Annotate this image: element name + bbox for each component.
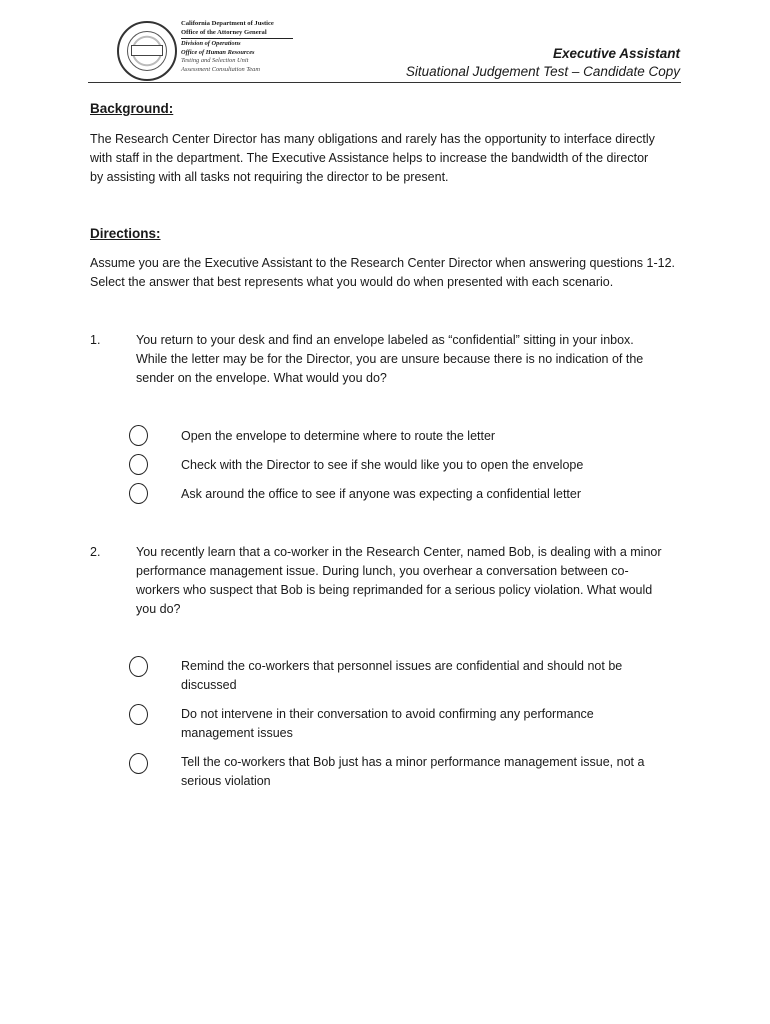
answer-radio[interactable] [129, 753, 148, 774]
answer-option [181, 427, 495, 446]
document-title: Executive Assistant [552, 46, 680, 61]
question-line: You recently learn that a co-worker in the Research Center, named Bob, is dealing with a minor [136, 545, 662, 559]
option-line: Remind the co-workers that personnel issues are confidential and should not be [181, 659, 623, 673]
answer-radio[interactable] [129, 483, 148, 504]
answer-option [181, 753, 644, 791]
question-text [136, 331, 696, 388]
paragraph-line: by assisting with all tasks not requiring the director to be present. [90, 170, 449, 184]
paragraph-line: The Research Center Director has many obligations and rarely has the opportunity to interface directly [90, 132, 655, 146]
directions-heading: Directions: [90, 226, 161, 241]
option-line: Ask around the office to see if anyone was expecting a confidential letter [181, 487, 582, 501]
answer-option [181, 456, 583, 475]
option-line: Tell the co-workers that Bob just has a minor performance management issue, not a [181, 755, 645, 769]
agency-line: Assessment Consultation Team [181, 65, 260, 73]
paragraph-line: Select the answer that best represents what you would do when presented with each scenario. [90, 275, 614, 289]
option-line: Do not intervene in their conversation to avoid confirming any performance [181, 707, 594, 721]
document-subtitle: Situational Judgement Test – Candidate Copy [405, 64, 680, 79]
answer-radio[interactable] [129, 656, 148, 677]
paragraph-line: Assume you are the Executive Assistant to the Research Center Director when answering questions 1-12. [90, 256, 676, 270]
agency-line: Office of the Attorney General [181, 28, 293, 39]
answer-radio[interactable] [129, 425, 148, 446]
option-line: serious violation [181, 774, 271, 788]
option-line: discussed [181, 678, 237, 692]
directions-paragraph [90, 254, 690, 292]
answer-option [181, 657, 622, 695]
question-number: 2. [90, 545, 101, 559]
agency-line: Office of Human Resources [181, 48, 255, 56]
question-line: performance management issue. During lunch, you overhear a conversation between co- [136, 564, 629, 578]
question-line: workers who suspect that Bob is being reprimanded for a serious policy violation. What would [136, 583, 653, 597]
question-line: sender on the envelope. What would you do? [136, 371, 387, 385]
option-line: Check with the Director to see if she would like you to open the envelope [181, 458, 584, 472]
option-line: Open the envelope to determine where to route the letter [181, 429, 496, 443]
answer-option [181, 705, 594, 743]
answer-option [181, 485, 581, 504]
header-divider [88, 82, 681, 83]
doj-seal-icon [117, 21, 177, 81]
option-line: management issues [181, 726, 293, 740]
agency-line: Testing and Selection Unit [181, 57, 249, 64]
agency-line: California Department of Justice [181, 20, 274, 27]
agency-line: Division of Operations [181, 40, 241, 47]
question-line: You return to your desk and find an envelope labeled as “confidential” sitting in your inbox. [136, 333, 634, 347]
question-line: you do? [136, 602, 181, 616]
agency-block [181, 19, 293, 74]
paragraph-line: with staff in the department. The Executive Assistance helps to increase the bandwidth of the director [90, 151, 649, 165]
question-number: 1. [90, 333, 101, 347]
background-heading: Background: [90, 101, 174, 116]
answer-radio[interactable] [129, 454, 148, 475]
background-paragraph [90, 130, 690, 187]
question-text [136, 543, 696, 619]
answer-radio[interactable] [129, 704, 148, 725]
question-line: While the letter may be for the Director, you are unsure because there is no indication of the [136, 352, 644, 366]
